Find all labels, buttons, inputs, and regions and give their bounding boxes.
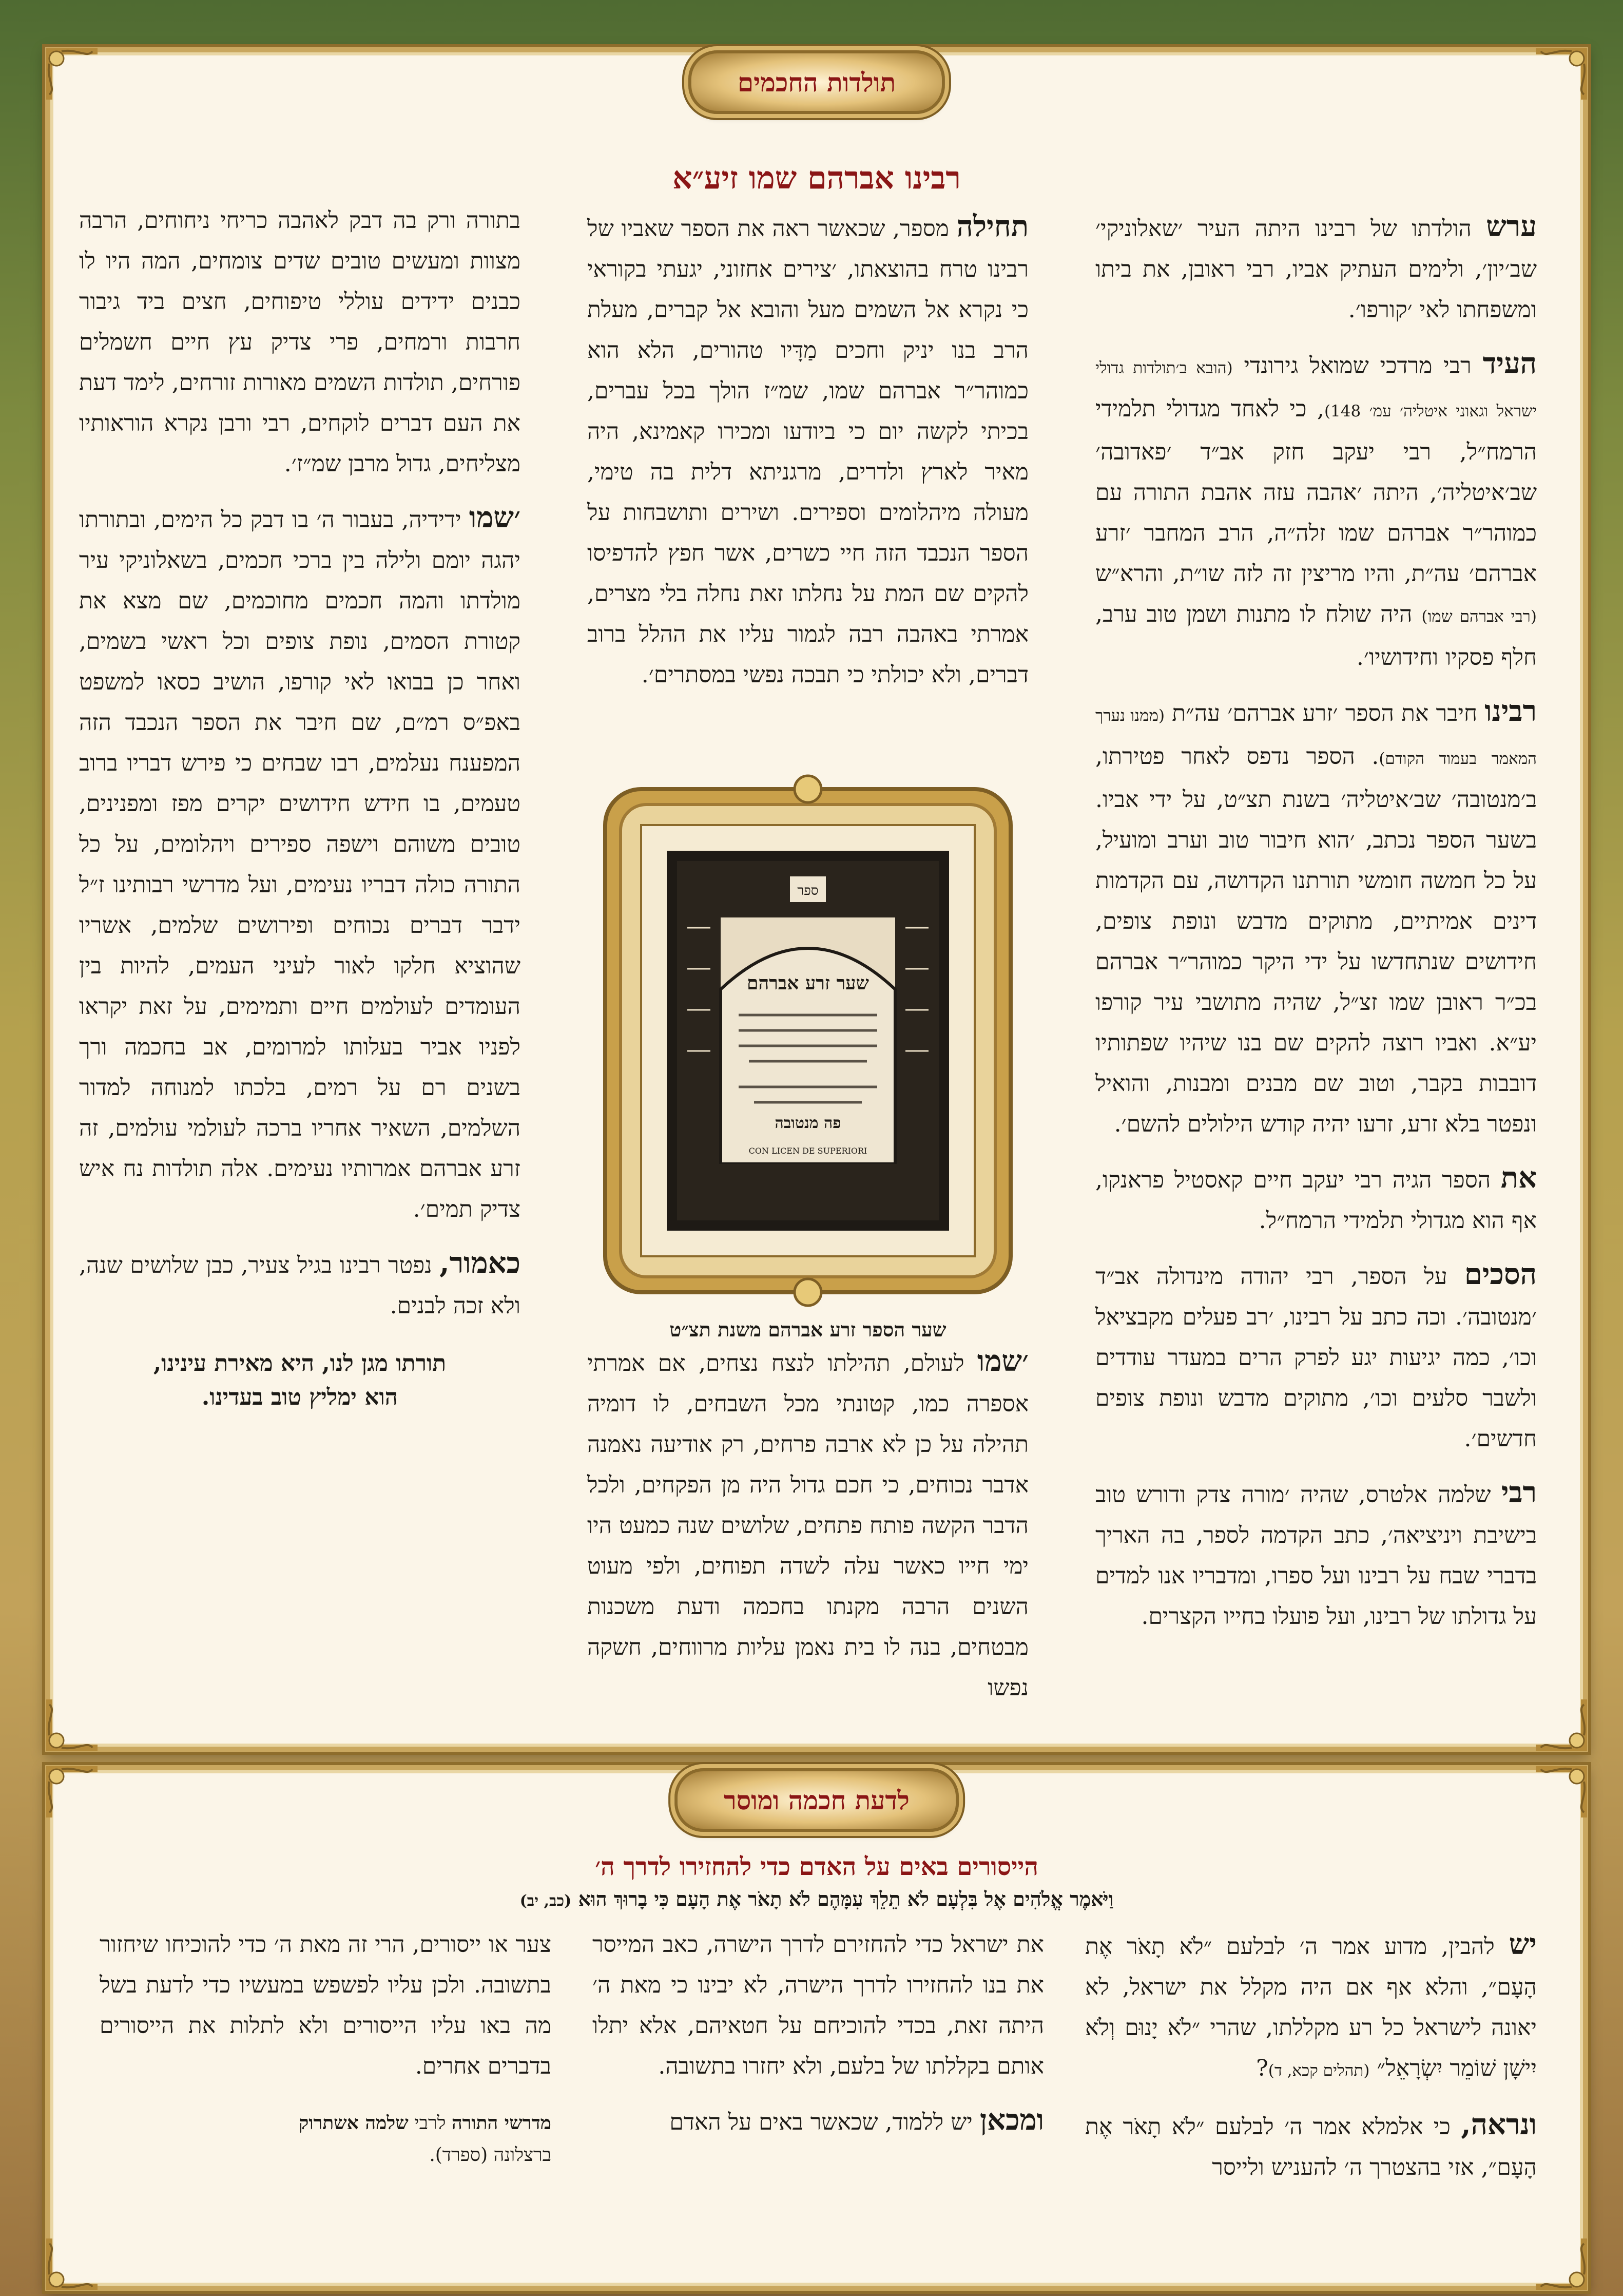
ethics-panel <box>45 1765 1588 2291</box>
paragraph: צער או ייסורים, הרי זה מאת ה׳ כדי להוכיחו שיחזור בתשובה. ולכן עליו לפשפש במעשיו כדי לדעת בשל מה באו עליו הייסורים ולא לתלות את הייסורים בדברים אחרים. <box>100 1931 551 2079</box>
book-city: פה מנטובה <box>775 1114 841 1132</box>
corner-ornament <box>41 2233 103 2295</box>
corner-ornament <box>1531 1761 1592 1823</box>
book-cover-image <box>600 774 1016 1308</box>
book-latin: CON LICEN DE SUPERIORI <box>748 1146 867 1156</box>
paragraph: רבי שלמה אלטרס, שהיה ׳מורה צדק ודורש טוב בישיבת ויניציאה׳, כתב הקדמה לספר, בה האריך בדברי שבח על רבינו ועל ספרו, ומדבריו אנו למדים על גדולתו של רבינו, ועל פועלו בחייו הקצרים. <box>1095 1476 1537 1630</box>
image-caption: שער הספר זרע אברהם משנת תצ״ט <box>669 1318 946 1341</box>
corner-ornament <box>1531 2233 1592 2295</box>
bottom-middle-column <box>592 1924 1044 2156</box>
plaque-label: לדעת חכמה ומוסר <box>724 1785 910 1815</box>
biography-panel <box>45 47 1588 1752</box>
paragraph: תחילה מספר, שכאשר ראה את הספר שאביו של רבינו טרח בהוצאתו, ׳צירים אחזוני, יגעתי בקוראי כי נקרא אל השמים מעל והובא אל קברים, מעלת הרב בנו יניק וחכים מַדָּיו טהורים, הלא הוא כמוהר״ר אברהם שמו, שמ״ז הולך בכל עברים, בכיתי לקשה יום כי ביודעו ומכירו קאמינא, היה מאיר לארץ ולדרים, מרגניתא דלית בה טימי, מעולה מיהלומים וספירים. ושירים ותושבחות על הספר הנכבד הזה חיי כשרים, אשר חפץ להדפיסו להקים שם המת על נחלתו זאת נחלה בלי מצרים, אמרתי באהבה רבה לגמור עליו את ההלל ברוב דברים, ולא יכולתי כי תבכה נפשי במסתרים׳. <box>587 209 1029 688</box>
paragraph: ונראה, כי אלמלא אמר ה׳ לבלעם ״לֹא תָאֹר אֶת הָעָם״, אזי בהצטרך ה׳ להעניש ולייסר <box>1085 2108 1537 2180</box>
corner-ornament <box>41 1694 103 1756</box>
corner-ornament <box>41 43 103 105</box>
paragraph: את ישראל כדי להחזירם לדרך הישרה, כאב המייסר את בנו להחזירו לדרך הישרה, לא יבינו כי מאת ה׳ היתה זאת, בכדי להוכיחם על חטאיהם, אלא יתלו אותם בקללתו של בלעם, ולא יחזרו בתשובה. <box>592 1931 1044 2079</box>
paragraph: יש להבין, מדוע אמר ה׳ לבלעם ״לֹא תָאֹר אֶת הָעָם״, והלא אף אם היה מקלל את ישראל, לא יאונה לישראל כל רע מקללתו, שהרי ״לֹא יָנוּם וְלֹא יִישָׁן שׁוֹמֵר יִשְׂרָאֵל״ (תהלים קכא, ד)? <box>1085 1927 1537 2081</box>
paragraph: ומכאן יש ללמוד, שכאשר באים על האדם <box>669 2103 1044 2137</box>
plaque-label: תולדות החכמים <box>737 67 896 98</box>
signoff: תורתו מגן לנו, היא מאירת עינינו, הוא ימליץ טוב בעדינו. <box>153 1350 447 1410</box>
verse: וַיֹּאמֶר אֱלֹהִים אֶל בִּלְעָם לֹא תֵלֵךְ עִמָּהֶם לֹא תָאֹר אֶת הָעָם כִּי בָרוּךְ הוּא (כב, יב) <box>519 1887 1114 1910</box>
paragraph: ערש הולדתו של רבינו היתה העיר ׳שאלוניקי׳ שב׳יון׳, ולימים העתיק אביו, רבי ראובן, את ביתו ומשפחתו לאי ׳קורפו׳. <box>1095 209 1537 323</box>
section-title: הייסורים באים על האדם כדי להחזירו לדרך ה׳ <box>595 1852 1038 1881</box>
paragraph: ׳שמו ידידיה, בעבור ה׳ בו דבק כל הימים, ובתורתו יהגה יומם ולילה בין ברכי חכמים, בשאלוניקי עיר מולדתו והמה חכמים מחוכמים, שם מצא את קטורת הסמים, נופת צופים וכל ראשי בשמים, ואחר כן בבואו לאי קורפו, הושיב כסאו למשפט באפ״ס רמ״ם, שם חיבר את הספר הנכבד הזה המפענח נעלמים, רבו שבחים כי פירש דבריו ברוב טעמים, בו חידש חידושים יקרים מפז ומפנינים, טובים משוהם וישפה ספירים ויהלומים, על כל התורה כולה דבריו נעימים, ועל מדרשי רבותינו ז״ל ידבר דברים נכוחים ופירושים שלמים, אשריו שהוציא חלקו לאור לעיני העמים, להיות בין העומדים לעולמים חיים ותמימים, על זאת יקראו לפניו אביר בעלותו למרומים, אב בחכמה ורך בשנים רם על רמים, בלכתו למנוחה למדור השלמים, השאיר אחריו ברכה לעולמי עולמים, זה זרע אברהם אמרותיו נעימים. אלה תולדות נח איש צדיק תמים׳. <box>79 501 520 1222</box>
section-plaque <box>674 1768 959 1832</box>
corner-ornament <box>1531 43 1592 105</box>
book-cover-frame <box>600 774 1016 1308</box>
paragraph: כאמור, נפטר רבינו בגיל צעיר, כבן שלושים שנה, ולא זכה לבנים. <box>79 1246 520 1319</box>
paragraph: בתורה ורק בה דבק לאהבה כריחי ניחוחים, הרבה מצוות ומעשים טובים שדים צומחים, המה היו לו כבנים ידידים עוללי טיפוחים, חצים ביד גיבור חרבות ורמחים, פרי צדיק עץ חיים חשמלים פורחים, תולדות השמים מאורות זורחים, לימד דעת את העם דברים לוקחים, רבי ורבן נקרא הוראותיו מצליחים, גדול מרבן שמ״ז׳. <box>79 207 520 477</box>
book-title: שער זרע אברהם <box>746 972 870 994</box>
book-top-label: ספר <box>797 883 819 898</box>
article-title: רבינו אברהם שמו זיע״א <box>672 160 961 196</box>
corner-ornament <box>1531 1694 1592 1756</box>
paragraph: העיד רבי מרדכי שמואל גירונדי (הובא ב׳תולדות גדולי ישראל וגאוני איטליה׳ עמ׳ 148), כי לאחד מגדולי תלמידי הרמח״ל, רבי יעקב חזק אב״ד ׳פאדובה׳ שב׳איטליה׳, היתה ׳אהבה עזה אהבת התורה עם כמוהר״ר אברהם שמו זלה״ה, הרב המחבר ׳זרע אברהם׳ עה״ת, והיו מריצין זה לזה שו״ת, והרא״ש (רבי אברהם שמו) היה שולח לו מתנות ושמן טוב ערב, חלף פסקיו וחידושיו׳. <box>1095 347 1537 671</box>
paragraph: את הספר הגיה רבי יעקב חיים קאסטיל פראנקו, אף הוא מגדולי תלמידי הרמח״ל. <box>1095 1161 1537 1234</box>
middle-column-bottom <box>587 1341 1029 1721</box>
source-credit: מדרשי התורה לרבי שלמה אשתרוק ברצלונה (ספרד). <box>299 2112 551 2166</box>
paragraph: רבינו חיבר את הספר ׳זרע אברהם׳ עה״ת (ממנו נערך המאמר בעמוד הקודם). הספר נדפס לאחר פטירתו, ב׳מנטובה׳ שב׳איטליה׳ בשנת תצ״ט, על ידי אביו. בשער הספר נכתב, ׳הוא חיבור טוב וערב ומועיל, על כל חמשה חומשי תורתנו הקדושה, עם הקדמות דינים אמיתיים, מתוקים מדבש ונופת צופים, חידושים שנתחדשו על ידי היקר כמוהר״ר אברהם בכ״ר ראובן שמו זצ״ל, שהיה מתושבי עיר קורפו יע״א. ואביו רוצה להקים שם בנו שיהיו שפתותיו דובבות בקבר, וטוב שם מבנים ומבנות, והואיל ונפטר בלא זרע, זרעו יהיה קודש הילולים להשם׳. <box>1095 694 1537 1137</box>
left-column <box>79 200 520 1428</box>
bottom-left-column <box>100 1924 551 2185</box>
paragraph: ׳שמו לעולם, תהילתו לנצח נצחים, אם אמרתי אספרה כמו, קטונתי מכל השבחים, לו דומיה תהילה על כן לא ארבה פרחים, רק אודיעה נאמנה אדבר נכוחים, כי חכם גדול היה מן הפקחים, ולכל הדבר הקשה פותח פתחים, שלושים שנה כמעט היו ימי חייו כאשר עלה לשדה תפוחים, ולפי מעוט השנים הרבה מקנתו בחכמה ודעת משכנות מבטחים, בנה לו בית נאמן עליות מרווחים, חשקה נפשו <box>587 1344 1029 1701</box>
section-plaque <box>688 50 945 114</box>
bottom-right-column <box>1085 1924 1537 2201</box>
corner-ornament <box>41 1761 103 1823</box>
middle-column-top <box>587 206 1029 709</box>
paragraph: הסכים על הספר, רבי יהודה מינדולה אב״ד ׳מנטובה׳. וכה כתב על רבינו, ׳רב פעלים מקבציאל וכו׳, כמה יגיעות יגע לפרק הרים במעדר עודדים ולשבר סלעים וכו׳, מתוקים מדבש ונופת צופים חדשים׳. <box>1095 1257 1537 1452</box>
right-column <box>1095 206 1537 1650</box>
